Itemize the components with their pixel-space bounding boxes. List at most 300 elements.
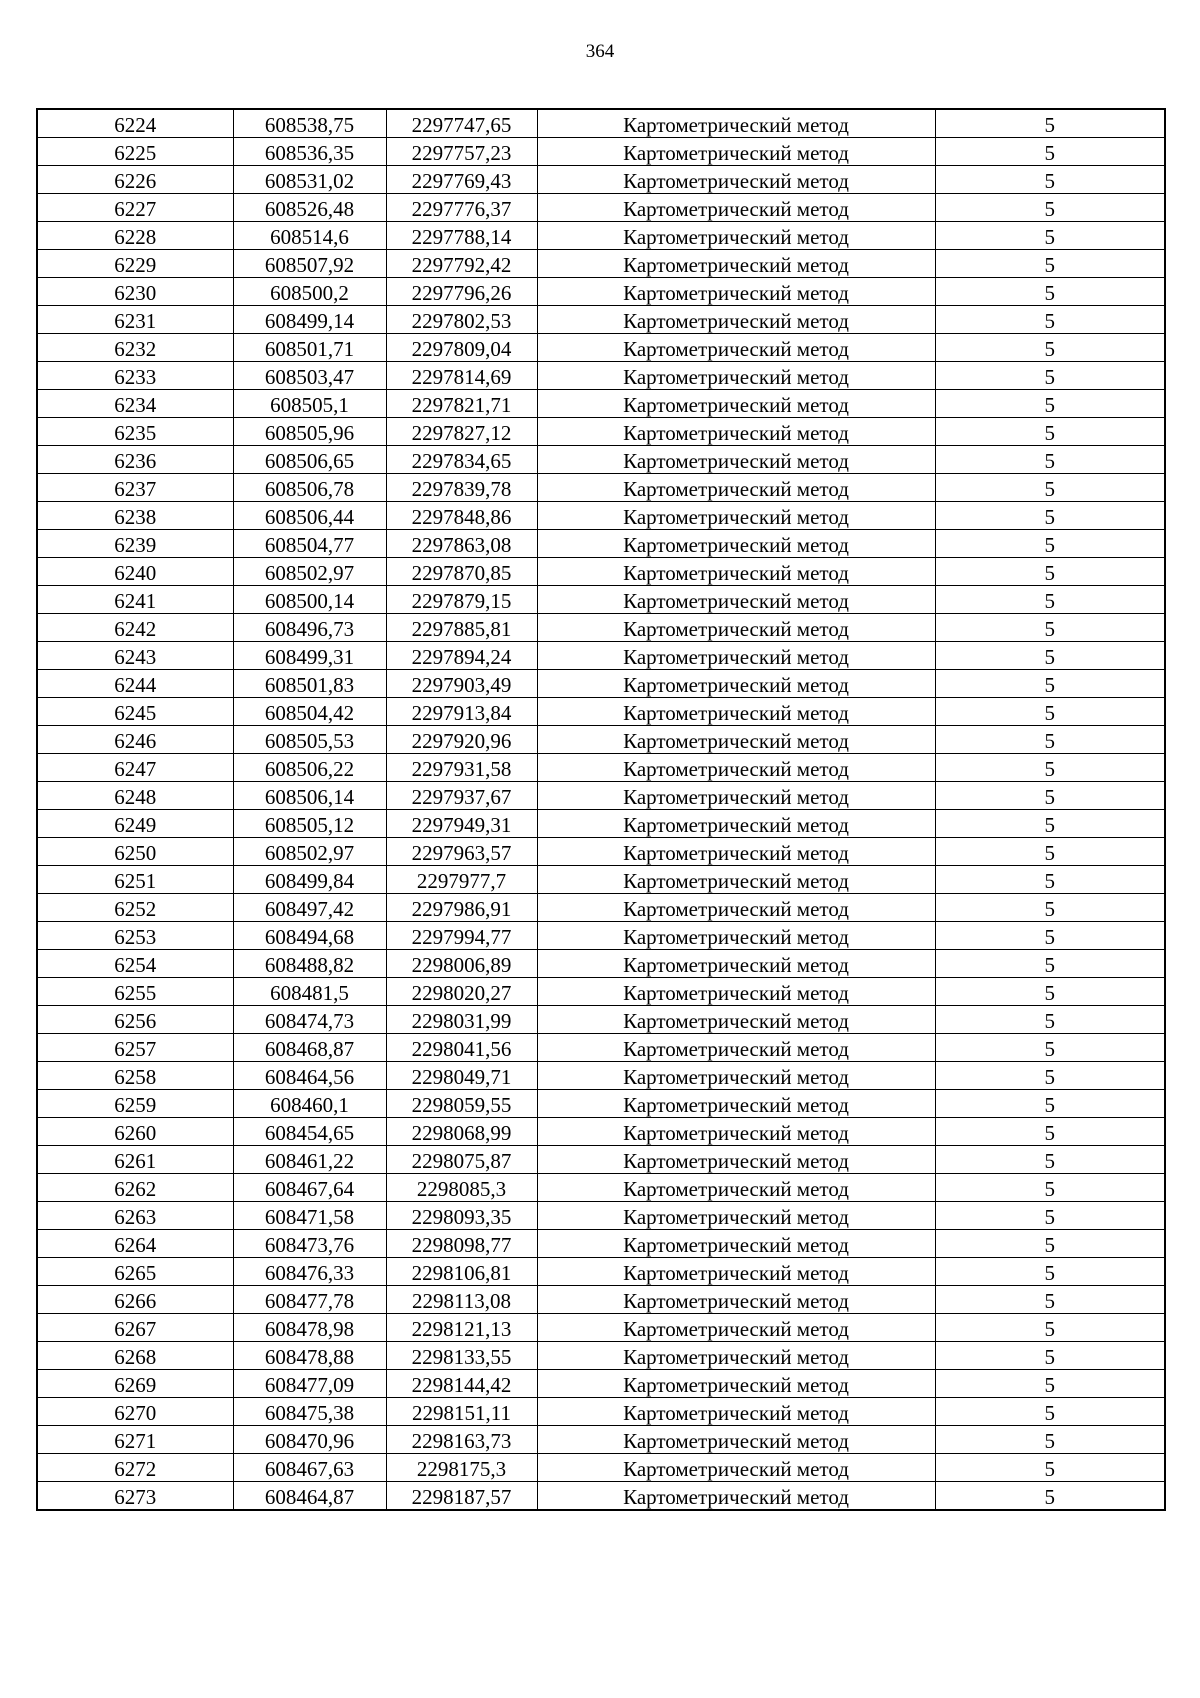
point-number-cell: 6237 xyxy=(37,474,233,502)
y-coordinate-cell: 2298098,77 xyxy=(386,1230,537,1258)
point-number-cell: 6255 xyxy=(37,978,233,1006)
method-cell: Картометрический метод xyxy=(537,446,935,474)
point-number-cell: 6225 xyxy=(37,138,233,166)
point-number-cell: 6238 xyxy=(37,502,233,530)
accuracy-cell: 5 xyxy=(935,1398,1165,1426)
method-cell: Картометрический метод xyxy=(537,586,935,614)
method-cell: Картометрический метод xyxy=(537,1370,935,1398)
table-row xyxy=(37,334,1165,362)
table-row xyxy=(37,194,1165,222)
point-number-cell: 6224 xyxy=(37,109,233,138)
table-row xyxy=(37,1258,1165,1286)
accuracy-cell: 5 xyxy=(935,278,1165,306)
x-coordinate-cell: 608500,2 xyxy=(233,278,386,306)
point-number-cell: 6227 xyxy=(37,194,233,222)
method-cell: Картометрический метод xyxy=(537,1202,935,1230)
y-coordinate-cell: 2298113,08 xyxy=(386,1286,537,1314)
point-number-cell: 6271 xyxy=(37,1426,233,1454)
method-cell: Картометрический метод xyxy=(537,1230,935,1258)
table-row xyxy=(37,1342,1165,1370)
x-coordinate-cell: 608494,68 xyxy=(233,922,386,950)
method-cell: Картометрический метод xyxy=(537,502,935,530)
page-number: 364 xyxy=(585,41,615,62)
table-row xyxy=(37,642,1165,670)
y-coordinate-cell: 2298163,73 xyxy=(386,1426,537,1454)
y-coordinate-cell: 2298020,27 xyxy=(386,978,537,1006)
point-number-cell: 6263 xyxy=(37,1202,233,1230)
accuracy-cell: 5 xyxy=(935,1090,1165,1118)
accuracy-cell: 5 xyxy=(935,1034,1165,1062)
x-coordinate-cell: 608504,42 xyxy=(233,698,386,726)
y-coordinate-cell: 2298144,42 xyxy=(386,1370,537,1398)
method-cell: Картометрический метод xyxy=(537,642,935,670)
point-number-cell: 6252 xyxy=(37,894,233,922)
y-coordinate-cell: 2298151,11 xyxy=(386,1398,537,1426)
x-coordinate-cell: 608531,02 xyxy=(233,166,386,194)
method-cell: Картометрический метод xyxy=(537,866,935,894)
accuracy-cell: 5 xyxy=(935,390,1165,418)
x-coordinate-cell: 608460,1 xyxy=(233,1090,386,1118)
accuracy-cell: 5 xyxy=(935,698,1165,726)
method-cell: Картометрический метод xyxy=(537,166,935,194)
method-cell: Картометрический метод xyxy=(537,1454,935,1482)
table-row xyxy=(37,1454,1165,1482)
x-coordinate-cell: 608481,5 xyxy=(233,978,386,1006)
method-cell: Картометрический метод xyxy=(537,1398,935,1426)
table-row xyxy=(37,418,1165,446)
table-row xyxy=(37,1370,1165,1398)
y-coordinate-cell: 2297885,81 xyxy=(386,614,537,642)
method-cell: Картометрический метод xyxy=(537,1146,935,1174)
point-number-cell: 6226 xyxy=(37,166,233,194)
table-row xyxy=(37,1426,1165,1454)
y-coordinate-cell: 2297920,96 xyxy=(386,726,537,754)
y-coordinate-cell: 2297809,04 xyxy=(386,334,537,362)
method-cell: Картометрический метод xyxy=(537,530,935,558)
table-row xyxy=(37,894,1165,922)
table-row xyxy=(37,726,1165,754)
table-row xyxy=(37,1202,1165,1230)
table-row xyxy=(37,138,1165,166)
method-cell: Картометрический метод xyxy=(537,838,935,866)
x-coordinate-cell: 608470,96 xyxy=(233,1426,386,1454)
table-row xyxy=(37,698,1165,726)
table-row xyxy=(37,1174,1165,1202)
accuracy-cell: 5 xyxy=(935,558,1165,586)
table-row xyxy=(37,390,1165,418)
table-row xyxy=(37,922,1165,950)
point-number-cell: 6248 xyxy=(37,782,233,810)
accuracy-cell: 5 xyxy=(935,1118,1165,1146)
point-number-cell: 6258 xyxy=(37,1062,233,1090)
accuracy-cell: 5 xyxy=(935,866,1165,894)
method-cell: Картометрический метод xyxy=(537,1034,935,1062)
table-row xyxy=(37,530,1165,558)
point-number-cell: 6229 xyxy=(37,250,233,278)
point-number-cell: 6241 xyxy=(37,586,233,614)
accuracy-cell: 5 xyxy=(935,166,1165,194)
table-row xyxy=(37,278,1165,306)
table-row xyxy=(37,222,1165,250)
point-number-cell: 6251 xyxy=(37,866,233,894)
coordinates-table-body xyxy=(37,109,1165,1510)
point-number-cell: 6269 xyxy=(37,1370,233,1398)
y-coordinate-cell: 2297821,71 xyxy=(386,390,537,418)
table-row xyxy=(37,1062,1165,1090)
method-cell: Картометрический метод xyxy=(537,1342,935,1370)
y-coordinate-cell: 2297870,85 xyxy=(386,558,537,586)
method-cell: Картометрический метод xyxy=(537,474,935,502)
y-coordinate-cell: 2297792,42 xyxy=(386,250,537,278)
method-cell: Картометрический метод xyxy=(537,250,935,278)
table-row xyxy=(37,950,1165,978)
table-row xyxy=(37,1230,1165,1258)
y-coordinate-cell: 2298059,55 xyxy=(386,1090,537,1118)
x-coordinate-cell: 608476,33 xyxy=(233,1258,386,1286)
point-number-cell: 6233 xyxy=(37,362,233,390)
accuracy-cell: 5 xyxy=(935,1314,1165,1342)
point-number-cell: 6264 xyxy=(37,1230,233,1258)
method-cell: Картометрический метод xyxy=(537,1062,935,1090)
x-coordinate-cell: 608536,35 xyxy=(233,138,386,166)
coordinates-table xyxy=(36,108,1166,1511)
y-coordinate-cell: 2297827,12 xyxy=(386,418,537,446)
table-row xyxy=(37,838,1165,866)
table-row xyxy=(37,166,1165,194)
x-coordinate-cell: 608473,76 xyxy=(233,1230,386,1258)
method-cell: Картометрический метод xyxy=(537,278,935,306)
x-coordinate-cell: 608477,78 xyxy=(233,1286,386,1314)
x-coordinate-cell: 608506,44 xyxy=(233,502,386,530)
accuracy-cell: 5 xyxy=(935,1454,1165,1482)
accuracy-cell: 5 xyxy=(935,894,1165,922)
y-coordinate-cell: 2297937,67 xyxy=(386,782,537,810)
y-coordinate-cell: 2298187,57 xyxy=(386,1482,537,1511)
x-coordinate-cell: 608464,87 xyxy=(233,1482,386,1511)
y-coordinate-cell: 2297903,49 xyxy=(386,670,537,698)
accuracy-cell: 5 xyxy=(935,978,1165,1006)
y-coordinate-cell: 2298085,3 xyxy=(386,1174,537,1202)
point-number-cell: 6239 xyxy=(37,530,233,558)
method-cell: Картометрический метод xyxy=(537,390,935,418)
x-coordinate-cell: 608501,83 xyxy=(233,670,386,698)
x-coordinate-cell: 608488,82 xyxy=(233,950,386,978)
accuracy-cell: 5 xyxy=(935,1342,1165,1370)
x-coordinate-cell: 608499,84 xyxy=(233,866,386,894)
method-cell: Картометрический метод xyxy=(537,950,935,978)
table-row xyxy=(37,978,1165,1006)
x-coordinate-cell: 608526,48 xyxy=(233,194,386,222)
x-coordinate-cell: 608506,65 xyxy=(233,446,386,474)
table-row xyxy=(37,502,1165,530)
method-cell: Картометрический метод xyxy=(537,922,935,950)
y-coordinate-cell: 2297814,69 xyxy=(386,362,537,390)
y-coordinate-cell: 2298106,81 xyxy=(386,1258,537,1286)
accuracy-cell: 5 xyxy=(935,754,1165,782)
method-cell: Картометрический метод xyxy=(537,894,935,922)
table-row xyxy=(37,866,1165,894)
y-coordinate-cell: 2298031,99 xyxy=(386,1006,537,1034)
x-coordinate-cell: 608503,47 xyxy=(233,362,386,390)
point-number-cell: 6235 xyxy=(37,418,233,446)
method-cell: Картометрический метод xyxy=(537,614,935,642)
y-coordinate-cell: 2297931,58 xyxy=(386,754,537,782)
method-cell: Картометрический метод xyxy=(537,334,935,362)
point-number-cell: 6234 xyxy=(37,390,233,418)
y-coordinate-cell: 2297776,37 xyxy=(386,194,537,222)
method-cell: Картометрический метод xyxy=(537,670,935,698)
table-row xyxy=(37,810,1165,838)
point-number-cell: 6260 xyxy=(37,1118,233,1146)
method-cell: Картометрический метод xyxy=(537,782,935,810)
method-cell: Картометрический метод xyxy=(537,1426,935,1454)
y-coordinate-cell: 2297848,86 xyxy=(386,502,537,530)
x-coordinate-cell: 608538,75 xyxy=(233,109,386,138)
y-coordinate-cell: 2298121,13 xyxy=(386,1314,537,1342)
table-row xyxy=(37,1398,1165,1426)
point-number-cell: 6231 xyxy=(37,306,233,334)
point-number-cell: 6270 xyxy=(37,1398,233,1426)
accuracy-cell: 5 xyxy=(935,782,1165,810)
method-cell: Картометрический метод xyxy=(537,1314,935,1342)
accuracy-cell: 5 xyxy=(935,950,1165,978)
accuracy-cell: 5 xyxy=(935,614,1165,642)
point-number-cell: 6232 xyxy=(37,334,233,362)
accuracy-cell: 5 xyxy=(935,138,1165,166)
x-coordinate-cell: 608496,73 xyxy=(233,614,386,642)
y-coordinate-cell: 2297994,77 xyxy=(386,922,537,950)
method-cell: Картометрический метод xyxy=(537,978,935,1006)
table-row xyxy=(37,1314,1165,1342)
x-coordinate-cell: 608500,14 xyxy=(233,586,386,614)
accuracy-cell: 5 xyxy=(935,670,1165,698)
method-cell: Картометрический метод xyxy=(537,726,935,754)
accuracy-cell: 5 xyxy=(935,250,1165,278)
y-coordinate-cell: 2298075,87 xyxy=(386,1146,537,1174)
method-cell: Картометрический метод xyxy=(537,138,935,166)
accuracy-cell: 5 xyxy=(935,1146,1165,1174)
point-number-cell: 6257 xyxy=(37,1034,233,1062)
y-coordinate-cell: 2297802,53 xyxy=(386,306,537,334)
x-coordinate-cell: 608499,31 xyxy=(233,642,386,670)
x-coordinate-cell: 608468,87 xyxy=(233,1034,386,1062)
point-number-cell: 6240 xyxy=(37,558,233,586)
table-row xyxy=(37,446,1165,474)
point-number-cell: 6249 xyxy=(37,810,233,838)
table-row xyxy=(37,558,1165,586)
table-row xyxy=(37,782,1165,810)
accuracy-cell: 5 xyxy=(935,1482,1165,1511)
point-number-cell: 6236 xyxy=(37,446,233,474)
y-coordinate-cell: 2297963,57 xyxy=(386,838,537,866)
x-coordinate-cell: 608467,64 xyxy=(233,1174,386,1202)
accuracy-cell: 5 xyxy=(935,1230,1165,1258)
point-number-cell: 6268 xyxy=(37,1342,233,1370)
table-row xyxy=(37,306,1165,334)
x-coordinate-cell: 608467,63 xyxy=(233,1454,386,1482)
x-coordinate-cell: 608501,71 xyxy=(233,334,386,362)
x-coordinate-cell: 608504,77 xyxy=(233,530,386,558)
point-number-cell: 6242 xyxy=(37,614,233,642)
table-row xyxy=(37,586,1165,614)
x-coordinate-cell: 608505,1 xyxy=(233,390,386,418)
accuracy-cell: 5 xyxy=(935,922,1165,950)
method-cell: Картометрический метод xyxy=(537,698,935,726)
method-cell: Картометрический метод xyxy=(537,418,935,446)
accuracy-cell: 5 xyxy=(935,726,1165,754)
y-coordinate-cell: 2297747,65 xyxy=(386,109,537,138)
y-coordinate-cell: 2298133,55 xyxy=(386,1342,537,1370)
y-coordinate-cell: 2297894,24 xyxy=(386,642,537,670)
table-row xyxy=(37,1090,1165,1118)
y-coordinate-cell: 2298093,35 xyxy=(386,1202,537,1230)
x-coordinate-cell: 608475,38 xyxy=(233,1398,386,1426)
accuracy-cell: 5 xyxy=(935,838,1165,866)
accuracy-cell: 5 xyxy=(935,1202,1165,1230)
method-cell: Картометрический метод xyxy=(537,754,935,782)
y-coordinate-cell: 2297863,08 xyxy=(386,530,537,558)
point-number-cell: 6265 xyxy=(37,1258,233,1286)
table-row xyxy=(37,614,1165,642)
accuracy-cell: 5 xyxy=(935,109,1165,138)
x-coordinate-cell: 608505,96 xyxy=(233,418,386,446)
table-row xyxy=(37,754,1165,782)
x-coordinate-cell: 608499,14 xyxy=(233,306,386,334)
method-cell: Картометрический метод xyxy=(537,558,935,586)
x-coordinate-cell: 608505,12 xyxy=(233,810,386,838)
y-coordinate-cell: 2297757,23 xyxy=(386,138,537,166)
x-coordinate-cell: 608505,53 xyxy=(233,726,386,754)
y-coordinate-cell: 2297977,7 xyxy=(386,866,537,894)
method-cell: Картометрический метод xyxy=(537,1174,935,1202)
point-number-cell: 6272 xyxy=(37,1454,233,1482)
accuracy-cell: 5 xyxy=(935,1006,1165,1034)
table-row xyxy=(37,670,1165,698)
x-coordinate-cell: 608506,78 xyxy=(233,474,386,502)
method-cell: Картометрический метод xyxy=(537,109,935,138)
y-coordinate-cell: 2297839,78 xyxy=(386,474,537,502)
table-row xyxy=(37,250,1165,278)
y-coordinate-cell: 2298175,3 xyxy=(386,1454,537,1482)
accuracy-cell: 5 xyxy=(935,1370,1165,1398)
table-row xyxy=(37,1146,1165,1174)
accuracy-cell: 5 xyxy=(935,586,1165,614)
x-coordinate-cell: 608464,56 xyxy=(233,1062,386,1090)
method-cell: Картометрический метод xyxy=(537,362,935,390)
point-number-cell: 6261 xyxy=(37,1146,233,1174)
accuracy-cell: 5 xyxy=(935,530,1165,558)
accuracy-cell: 5 xyxy=(935,1062,1165,1090)
y-coordinate-cell: 2298006,89 xyxy=(386,950,537,978)
method-cell: Картометрический метод xyxy=(537,1118,935,1146)
point-number-cell: 6262 xyxy=(37,1174,233,1202)
point-number-cell: 6273 xyxy=(37,1482,233,1511)
method-cell: Картометрический метод xyxy=(537,1482,935,1511)
x-coordinate-cell: 608502,97 xyxy=(233,838,386,866)
x-coordinate-cell: 608506,14 xyxy=(233,782,386,810)
point-number-cell: 6266 xyxy=(37,1286,233,1314)
point-number-cell: 6243 xyxy=(37,642,233,670)
y-coordinate-cell: 2297986,91 xyxy=(386,894,537,922)
table-row xyxy=(37,474,1165,502)
accuracy-cell: 5 xyxy=(935,502,1165,530)
x-coordinate-cell: 608507,92 xyxy=(233,250,386,278)
x-coordinate-cell: 608478,98 xyxy=(233,1314,386,1342)
method-cell: Картометрический метод xyxy=(537,1286,935,1314)
y-coordinate-cell: 2297769,43 xyxy=(386,166,537,194)
point-number-cell: 6247 xyxy=(37,754,233,782)
accuracy-cell: 5 xyxy=(935,418,1165,446)
y-coordinate-cell: 2297879,15 xyxy=(386,586,537,614)
x-coordinate-cell: 608471,58 xyxy=(233,1202,386,1230)
accuracy-cell: 5 xyxy=(935,194,1165,222)
table-row xyxy=(37,1286,1165,1314)
method-cell: Картометрический метод xyxy=(537,810,935,838)
accuracy-cell: 5 xyxy=(935,1286,1165,1314)
point-number-cell: 6230 xyxy=(37,278,233,306)
point-number-cell: 6253 xyxy=(37,922,233,950)
method-cell: Картометрический метод xyxy=(537,1258,935,1286)
method-cell: Картометрический метод xyxy=(537,194,935,222)
method-cell: Картометрический метод xyxy=(537,1090,935,1118)
method-cell: Картометрический метод xyxy=(537,222,935,250)
accuracy-cell: 5 xyxy=(935,362,1165,390)
point-number-cell: 6250 xyxy=(37,838,233,866)
x-coordinate-cell: 608478,88 xyxy=(233,1342,386,1370)
x-coordinate-cell: 608474,73 xyxy=(233,1006,386,1034)
table-row xyxy=(37,1118,1165,1146)
method-cell: Картометрический метод xyxy=(537,1006,935,1034)
point-number-cell: 6259 xyxy=(37,1090,233,1118)
table-row xyxy=(37,1006,1165,1034)
x-coordinate-cell: 608477,09 xyxy=(233,1370,386,1398)
accuracy-cell: 5 xyxy=(935,1174,1165,1202)
x-coordinate-cell: 608506,22 xyxy=(233,754,386,782)
method-cell: Картометрический метод xyxy=(537,306,935,334)
y-coordinate-cell: 2298068,99 xyxy=(386,1118,537,1146)
y-coordinate-cell: 2297788,14 xyxy=(386,222,537,250)
point-number-cell: 6228 xyxy=(37,222,233,250)
accuracy-cell: 5 xyxy=(935,334,1165,362)
x-coordinate-cell: 608454,65 xyxy=(233,1118,386,1146)
point-number-cell: 6267 xyxy=(37,1314,233,1342)
x-coordinate-cell: 608514,6 xyxy=(233,222,386,250)
table-row xyxy=(37,1034,1165,1062)
y-coordinate-cell: 2297834,65 xyxy=(386,446,537,474)
accuracy-cell: 5 xyxy=(935,1258,1165,1286)
y-coordinate-cell: 2297949,31 xyxy=(386,810,537,838)
accuracy-cell: 5 xyxy=(935,642,1165,670)
point-number-cell: 6244 xyxy=(37,670,233,698)
point-number-cell: 6254 xyxy=(37,950,233,978)
table-row xyxy=(37,1482,1165,1511)
accuracy-cell: 5 xyxy=(935,446,1165,474)
accuracy-cell: 5 xyxy=(935,810,1165,838)
y-coordinate-cell: 2297796,26 xyxy=(386,278,537,306)
point-number-cell: 6256 xyxy=(37,1006,233,1034)
accuracy-cell: 5 xyxy=(935,306,1165,334)
x-coordinate-cell: 608502,97 xyxy=(233,558,386,586)
y-coordinate-cell: 2298041,56 xyxy=(386,1034,537,1062)
point-number-cell: 6246 xyxy=(37,726,233,754)
accuracy-cell: 5 xyxy=(935,222,1165,250)
x-coordinate-cell: 608497,42 xyxy=(233,894,386,922)
table-row xyxy=(37,362,1165,390)
accuracy-cell: 5 xyxy=(935,1426,1165,1454)
accuracy-cell: 5 xyxy=(935,474,1165,502)
y-coordinate-cell: 2298049,71 xyxy=(386,1062,537,1090)
y-coordinate-cell: 2297913,84 xyxy=(386,698,537,726)
